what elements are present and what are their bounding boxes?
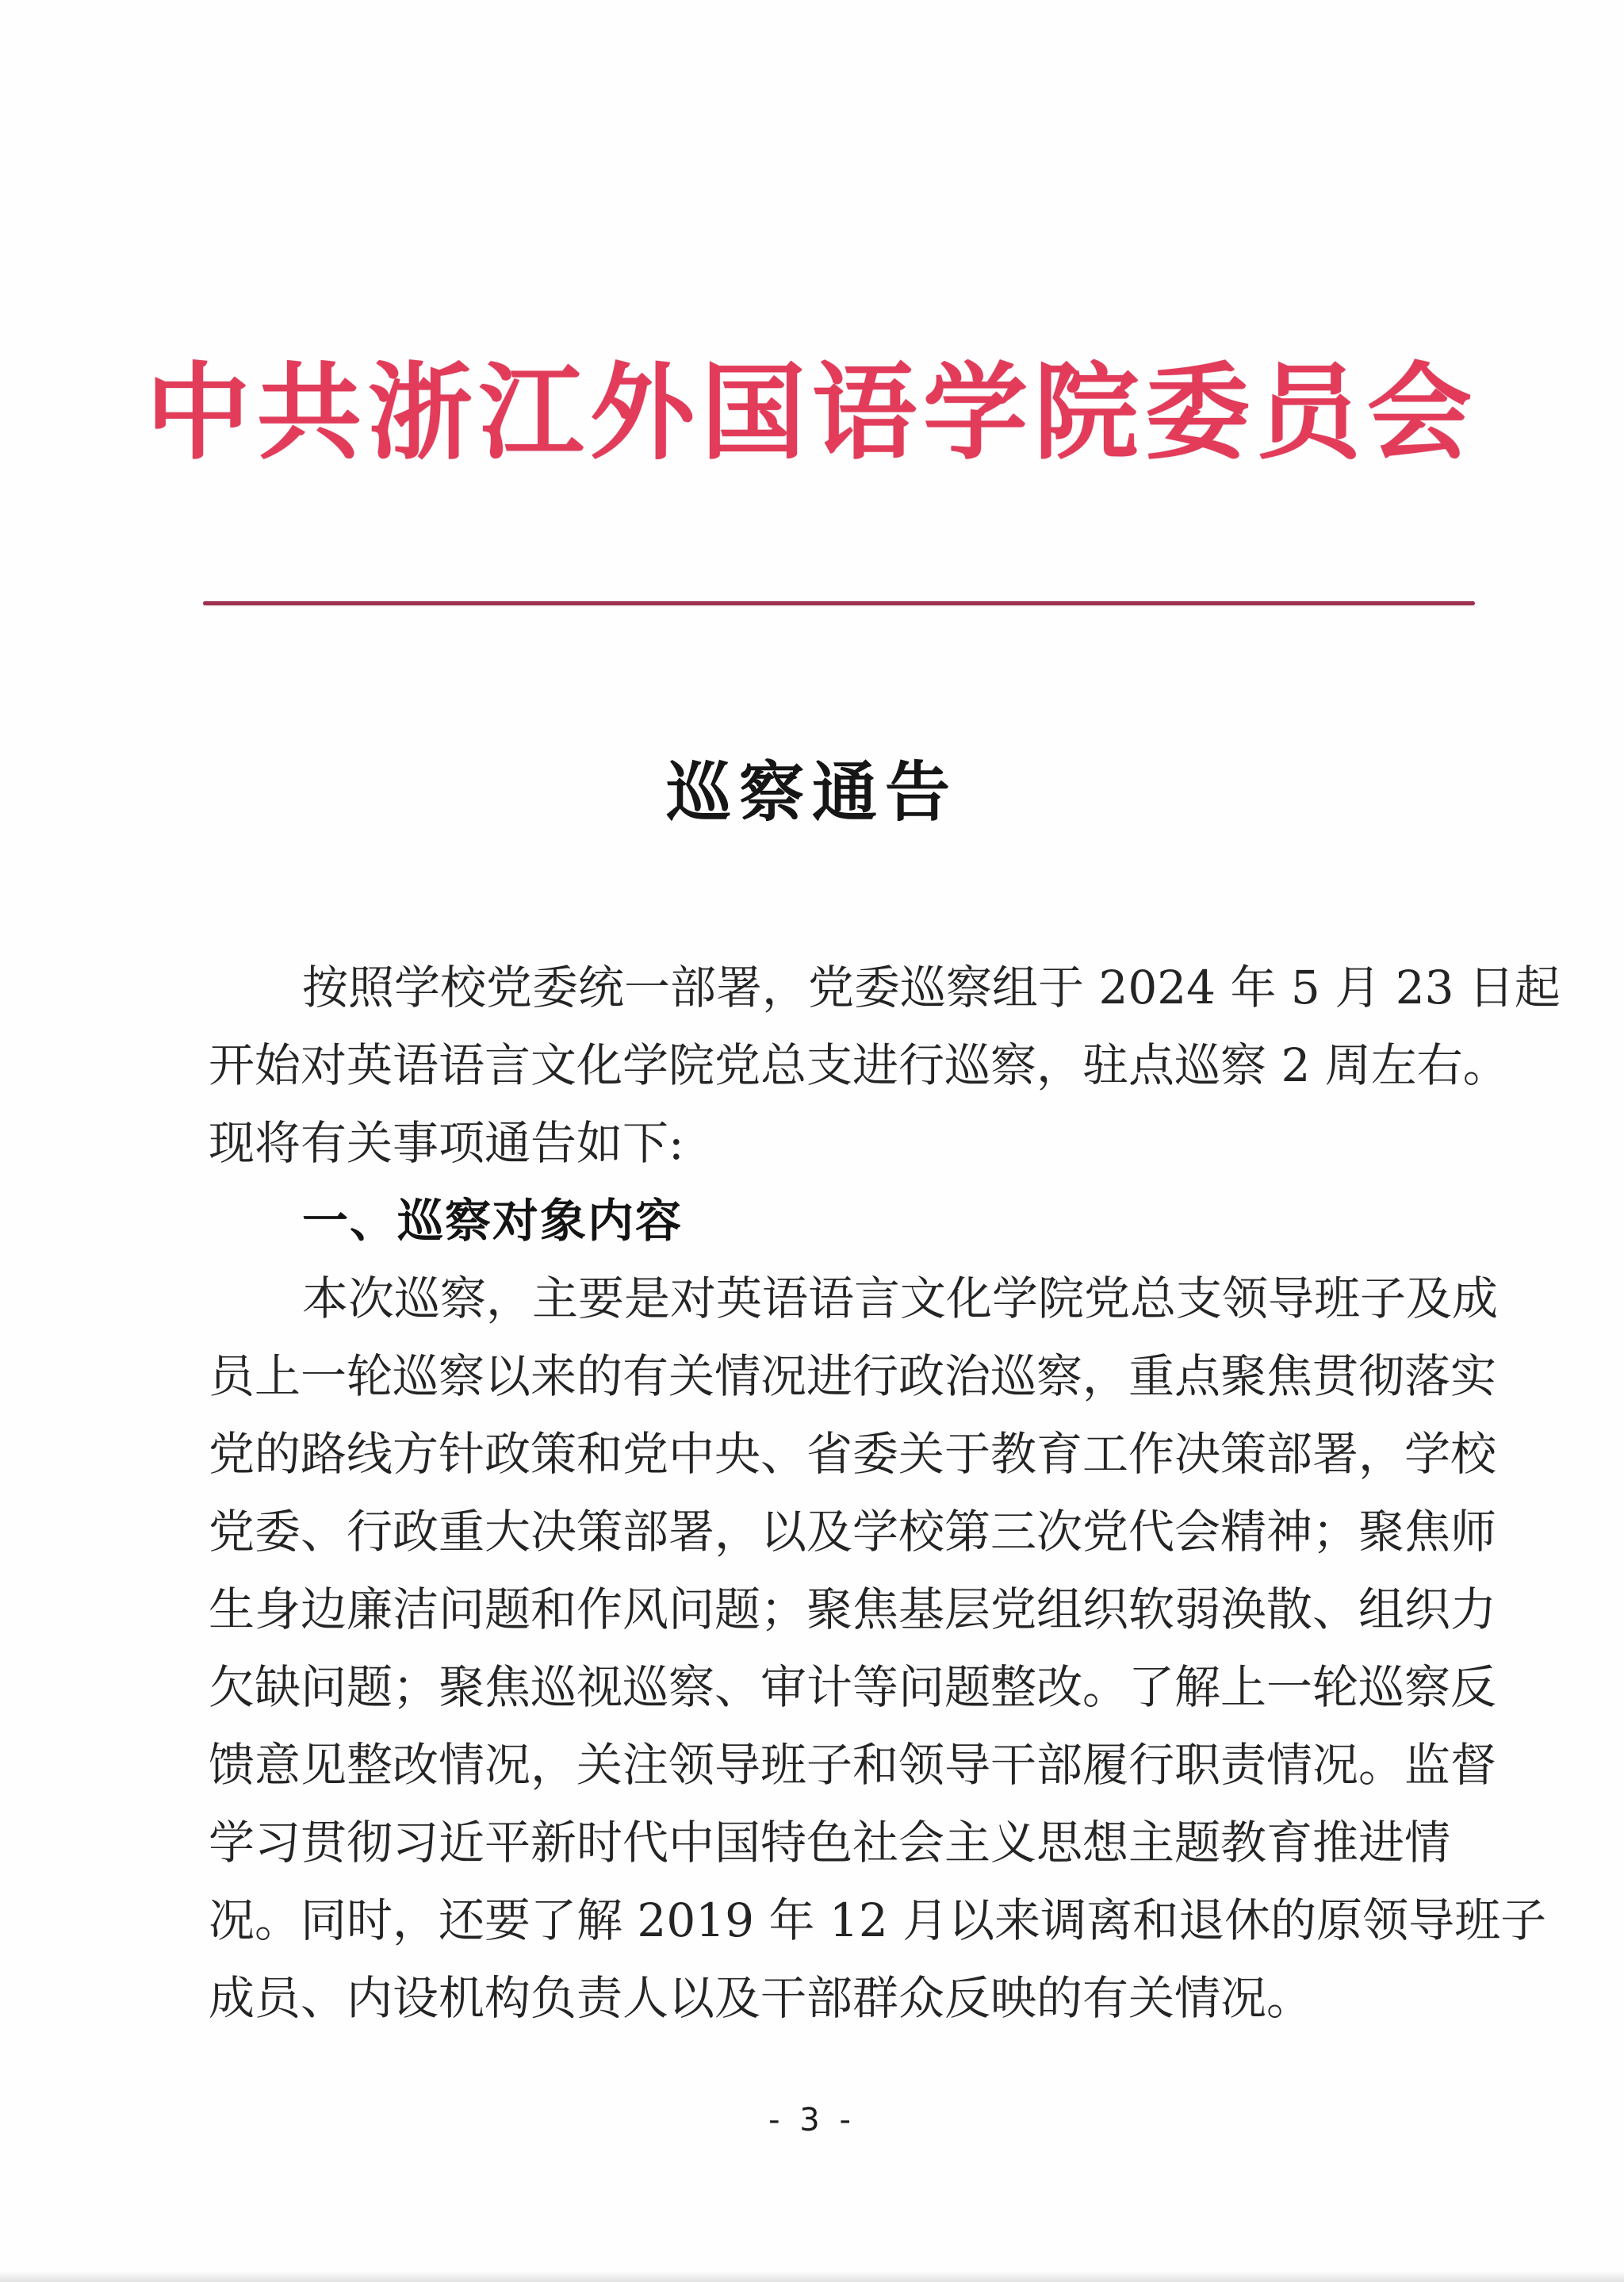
body-line: 学习贯彻习近平新时代中国特色社会主义思想主题教育推进情 — [209, 1816, 1451, 1870]
body-line: 欠缺问题；聚焦巡视巡察、审计等问题整改。了解上一轮巡察反 — [209, 1660, 1497, 1714]
scan-edge-shadow — [0, 2271, 1624, 2282]
body-line: 员上一轮巡察以来的有关情况进行政治巡察，重点聚焦贯彻落实 — [209, 1349, 1497, 1403]
body-line: 党委、行政重大决策部署，以及学校第三次党代会精神；聚焦师 — [209, 1505, 1497, 1559]
body-line: 况。同时，还要了解 2019 年 12 月以来调离和退休的原领导班子 — [209, 1893, 1547, 1947]
body-line: 按照学校党委统一部署，党委巡察组于 2024 年 5 月 23 日起 — [302, 961, 1561, 1014]
body-line: 成员、内设机构负责人以及干部群众反映的有关情况。 — [209, 1971, 1313, 2025]
body-line: 馈意见整改情况，关注领导班子和领导干部履行职责情况。监督 — [209, 1738, 1497, 1792]
document-body — [209, 949, 1561, 2037]
body-line: 本次巡察，主要是对英语语言文化学院党总支领导班子及成 — [302, 1271, 1499, 1325]
body-line: 开始对英语语言文化学院党总支进行巡察，驻点巡察 2 周左右。 — [209, 1038, 1509, 1092]
page-number: - 3 - — [768, 2102, 856, 2138]
body-line: 党的路线方针政策和党中央、省委关于教育工作决策部署，学校 — [209, 1427, 1497, 1481]
section-heading: 一、巡察对象内容 — [302, 1194, 684, 1248]
body-line: 生身边廉洁问题和作风问题；聚焦基层党组织软弱涣散、组织力 — [209, 1582, 1497, 1636]
body-line: 现将有关事项通告如下: — [209, 1116, 684, 1170]
letterhead-divider — [203, 601, 1475, 605]
letterhead-title: 中共浙江外国语学院委员会 — [146, 351, 1478, 474]
document-title: 巡察通告 — [665, 755, 958, 830]
